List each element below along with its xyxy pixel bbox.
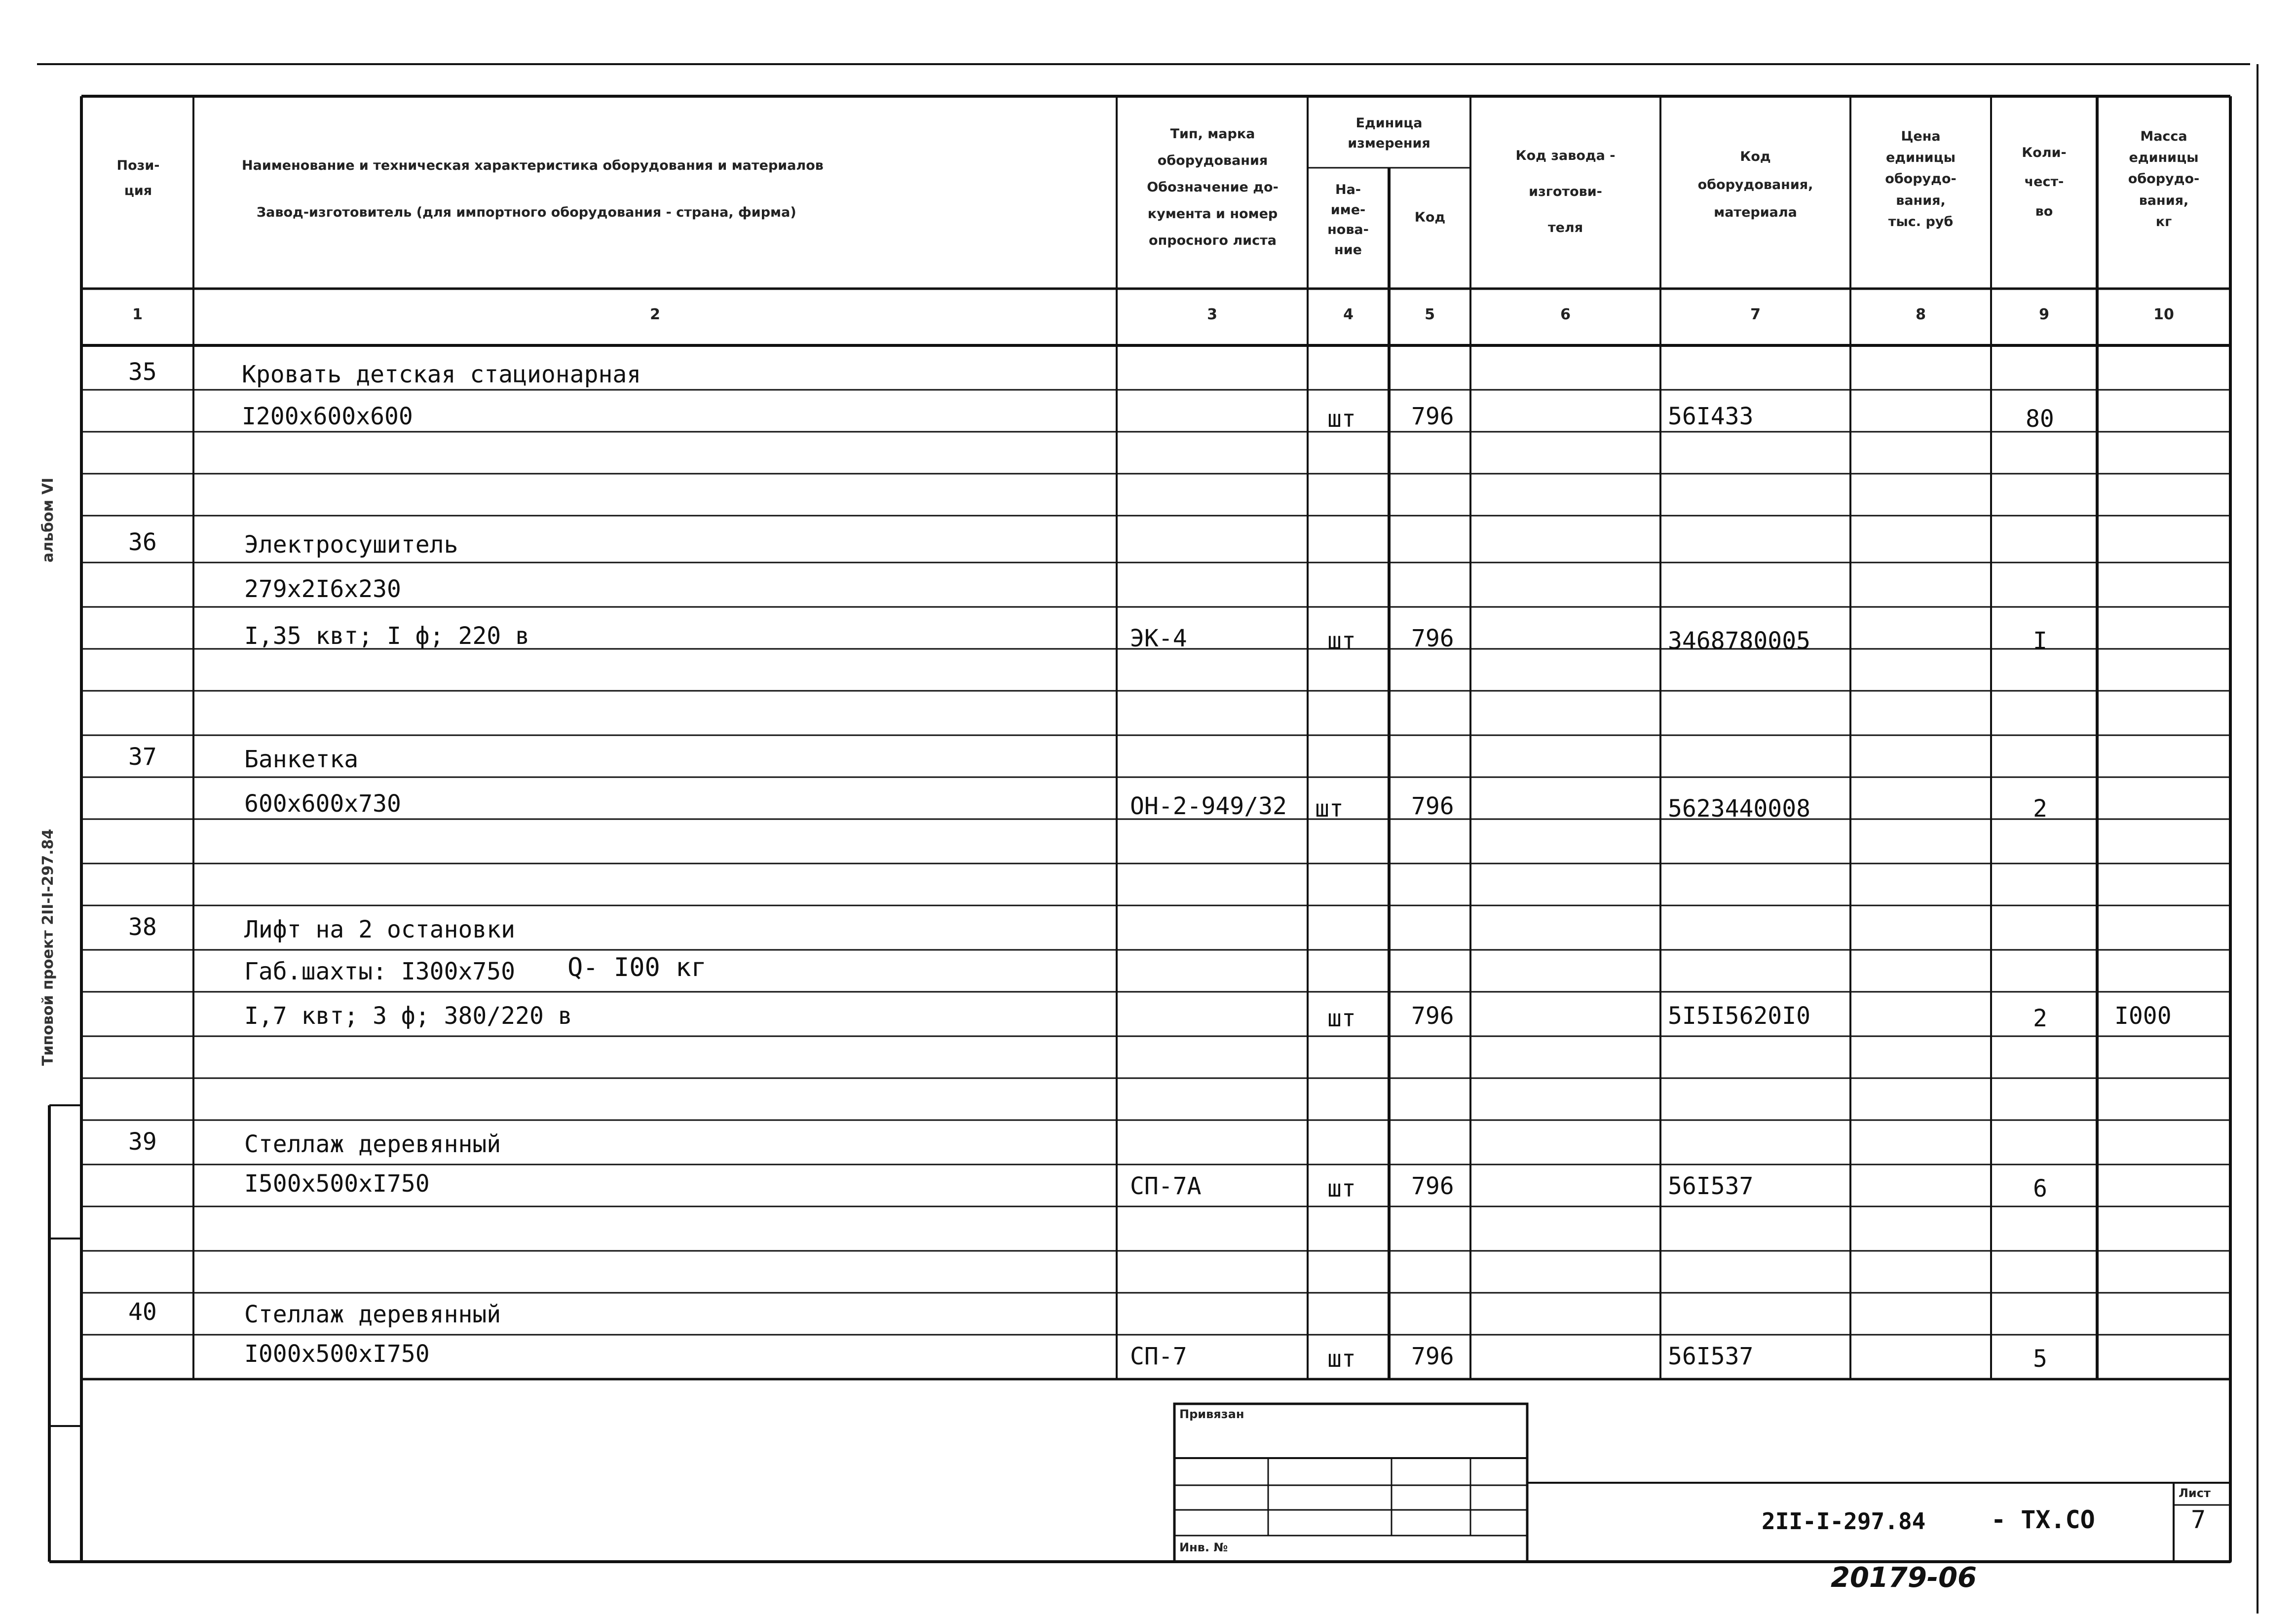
- row-37-quantity: 2: [2033, 795, 2047, 823]
- row-35-quantity: 80: [2026, 405, 2054, 433]
- row-40-name: Стеллаж деревянный: [244, 1301, 501, 1328]
- row-35-name: Кровать детская стационарная: [242, 361, 641, 388]
- header-mass: Масса единицы оборудо- вания, кг: [2128, 129, 2200, 229]
- row-35-equipment-code: 56I433: [1668, 403, 1754, 430]
- col-number-1: 1: [132, 306, 143, 323]
- col-number-3: 3: [1207, 306, 1217, 323]
- row-35-size: I200x600x600: [242, 403, 413, 430]
- row-37-unit-code: 796: [1411, 792, 1454, 820]
- col-number-2: 2: [650, 306, 660, 323]
- row-36-equipment-code: 3468780005: [1668, 627, 1810, 655]
- col-number-9: 9: [2039, 306, 2049, 323]
- row-36-name: Электросушитель: [244, 531, 458, 559]
- row-40-unit-code: 796: [1411, 1343, 1454, 1370]
- row-37-unit: шт: [1315, 795, 1344, 823]
- header-unit-name: На- име- нова- ние: [1327, 182, 1369, 258]
- side-album-label: альбом VI: [39, 477, 57, 563]
- row-36-position: 36: [128, 528, 157, 556]
- row-40-type: СП-7: [1130, 1343, 1187, 1370]
- header-price: Цена единицы оборудо- вания, тыс. руб: [1885, 129, 1957, 229]
- row-37-name: Банкетка: [244, 746, 359, 773]
- row-40-equipment-code: 56I537: [1668, 1343, 1754, 1370]
- row-36-type: ЭК-4: [1130, 625, 1187, 652]
- col-number-10: 10: [2153, 306, 2174, 323]
- header-position: Пози- ция: [116, 158, 160, 199]
- col-number-5: 5: [1425, 306, 1435, 323]
- row-38-unit: шт: [1327, 1005, 1356, 1032]
- row-38-power: I,7 квт; 3 ф; 380/220 в: [244, 1002, 572, 1030]
- row-40-unit: шт: [1327, 1345, 1356, 1373]
- header-quantity: Коли- чест- во: [2022, 145, 2067, 219]
- row-36-unit: шт: [1327, 627, 1356, 655]
- document-code: 2II-I-297.84: [1762, 1508, 1926, 1535]
- row-38-quantity: 2: [2033, 1005, 2047, 1032]
- sheet-number: 7: [2191, 1505, 2206, 1534]
- row-38-unit-code: 796: [1411, 1002, 1454, 1030]
- row-39-position: 39: [128, 1128, 157, 1156]
- stamp-bound-label: Привязан: [1179, 1407, 1244, 1421]
- row-38-mass: I000: [2114, 1002, 2172, 1030]
- header-type: Тип, марка оборудования Обозначение до- кумента и номер опросного листа: [1147, 126, 1279, 248]
- col-number-4: 4: [1343, 306, 1354, 323]
- row-39-unit-code: 796: [1411, 1172, 1454, 1200]
- sheet-label: Лист: [2179, 1486, 2211, 1500]
- col-number-7: 7: [1750, 306, 1761, 323]
- row-39-name: Стеллаж деревянный: [244, 1130, 501, 1158]
- row-40-size: I000x500xI750: [244, 1340, 430, 1368]
- row-38-position: 38: [128, 913, 157, 941]
- stamp-inventory-label: Инв. №: [1179, 1540, 1228, 1554]
- row-35-position: 35: [128, 358, 157, 386]
- row-39-type: СП-7А: [1130, 1172, 1202, 1200]
- row-39-size: I500x500xI750: [244, 1170, 430, 1198]
- header-factory-code: Код завода - изготови- теля: [1515, 148, 1616, 235]
- side-project-label: Типовой проект 2II-I-297.84: [39, 828, 57, 1066]
- row-36-quantity: I: [2033, 627, 2047, 655]
- row-39-quantity: 6: [2033, 1175, 2047, 1202]
- row-36-unit-code: 796: [1411, 625, 1454, 652]
- row-40-quantity: 5: [2033, 1345, 2047, 1373]
- col-number-6: 6: [1560, 306, 1571, 323]
- header-equipment-code: Код оборудования, материала: [1697, 149, 1813, 221]
- row-40-position: 40: [128, 1298, 157, 1326]
- row-36-power: I,35 квт; I ф; 220 в: [244, 622, 529, 650]
- row-39-unit: шт: [1327, 1175, 1356, 1202]
- row-37-position: 37: [128, 743, 157, 771]
- row-35-unit: шт: [1327, 405, 1356, 433]
- row-38-shaft-size: Габ.шахты: I300x750: [244, 958, 516, 985]
- row-38-load-capacity: Q- I00 кг: [567, 953, 707, 982]
- header-unit: Единица измерения: [1348, 115, 1430, 151]
- row-39-equipment-code: 56I537: [1668, 1172, 1754, 1200]
- header-unit-code: Код: [1414, 210, 1446, 225]
- row-37-type: ОН-2-949/32: [1130, 792, 1287, 820]
- header-name-line1: Наименование и техническая характеристика оборудования и материалов: [242, 158, 824, 173]
- row-37-equipment-code: 5623440008: [1668, 795, 1810, 823]
- handwritten-archive-number: 20179-06: [1831, 1562, 1977, 1594]
- row-37-size: 600x600x730: [244, 790, 401, 818]
- document-suffix: - ТХ.СО: [1991, 1505, 2095, 1534]
- col-number-8: 8: [1916, 306, 1926, 323]
- row-36-size: 279x2I6x230: [244, 575, 401, 603]
- row-35-unit-code: 796: [1411, 403, 1454, 430]
- row-38-equipment-code: 5I5I5620I0: [1668, 1002, 1810, 1030]
- header-name-line2: Завод-изготовитель (для импортного оборудования - страна, фирма): [257, 205, 796, 220]
- row-38-name: Лифт на 2 остановки: [244, 916, 516, 943]
